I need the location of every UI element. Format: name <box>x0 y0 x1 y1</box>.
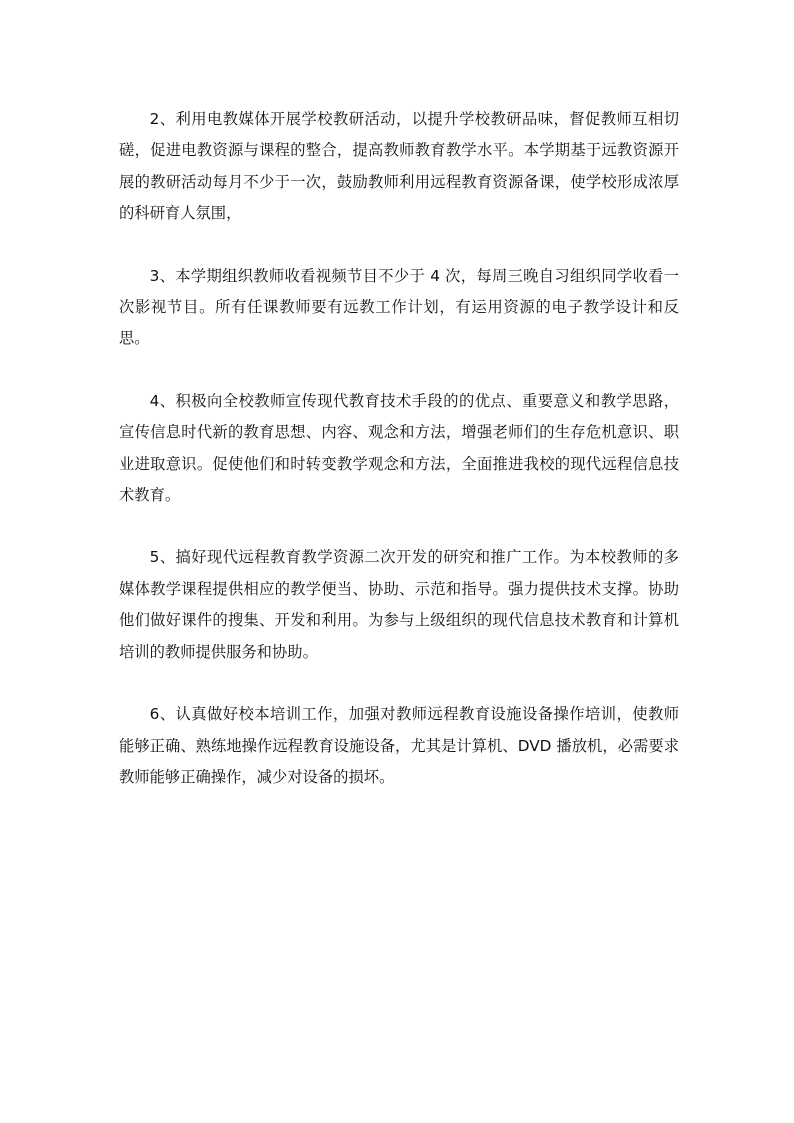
paragraph-item-4: 4、积极向全校教师宣传现代教育技术手段的的优点、重要意义和教学思路，宣传信息时代新的教育思想、内容、观念和方法，增强老师们的生存危机意识、职业进取意识。促使他们和时转变教学观念和方法，全面推进我校的现代远程信息技术教育。 <box>119 391 679 505</box>
paragraph-item-6: 6、认真做好校本培训工作，加强对教师远程教育设施设备操作培训，使教师能够正确、熟练地操作远程教育设施设备，尤其是计算机、DVD 播放机，必需要求教师能够正确操作，减少对设备的损坏。 <box>119 705 679 786</box>
paragraph-item-5: 5、搞好现代远程教育教学资源二次开发的研究和推广工作。为本校教师的多媒体教学课程提供相应的教学便当、协助、示范和指导。强力提供技术支撑。协助他们做好课件的搜集、开发和利用。为参与上级组织的现代信息技术教育和计算机培训的教师提供服务和协助。 <box>119 548 679 661</box>
document-body <box>119 104 679 824</box>
paragraph-item-3: 3、本学期组织教师收看视频节目不少于 4 次，每周三晚自习组织同学收看一次影视节目。所有任课教师要有远教工作计划，有运用资源的电子教学设计和反思。 <box>119 266 679 348</box>
paragraph-item-2: 2、利用电教媒体开展学校教研活动，以提升学校教研品味，督促教师互相切磋，促进电教资源与课程的整合，提高教师教育教学水平。本学期基于远教资源开展的教研活动每月不少于一次，鼓励教师利用远程教育资源备课，使学校形成浓厚的科研育人氛围， <box>119 110 679 223</box>
